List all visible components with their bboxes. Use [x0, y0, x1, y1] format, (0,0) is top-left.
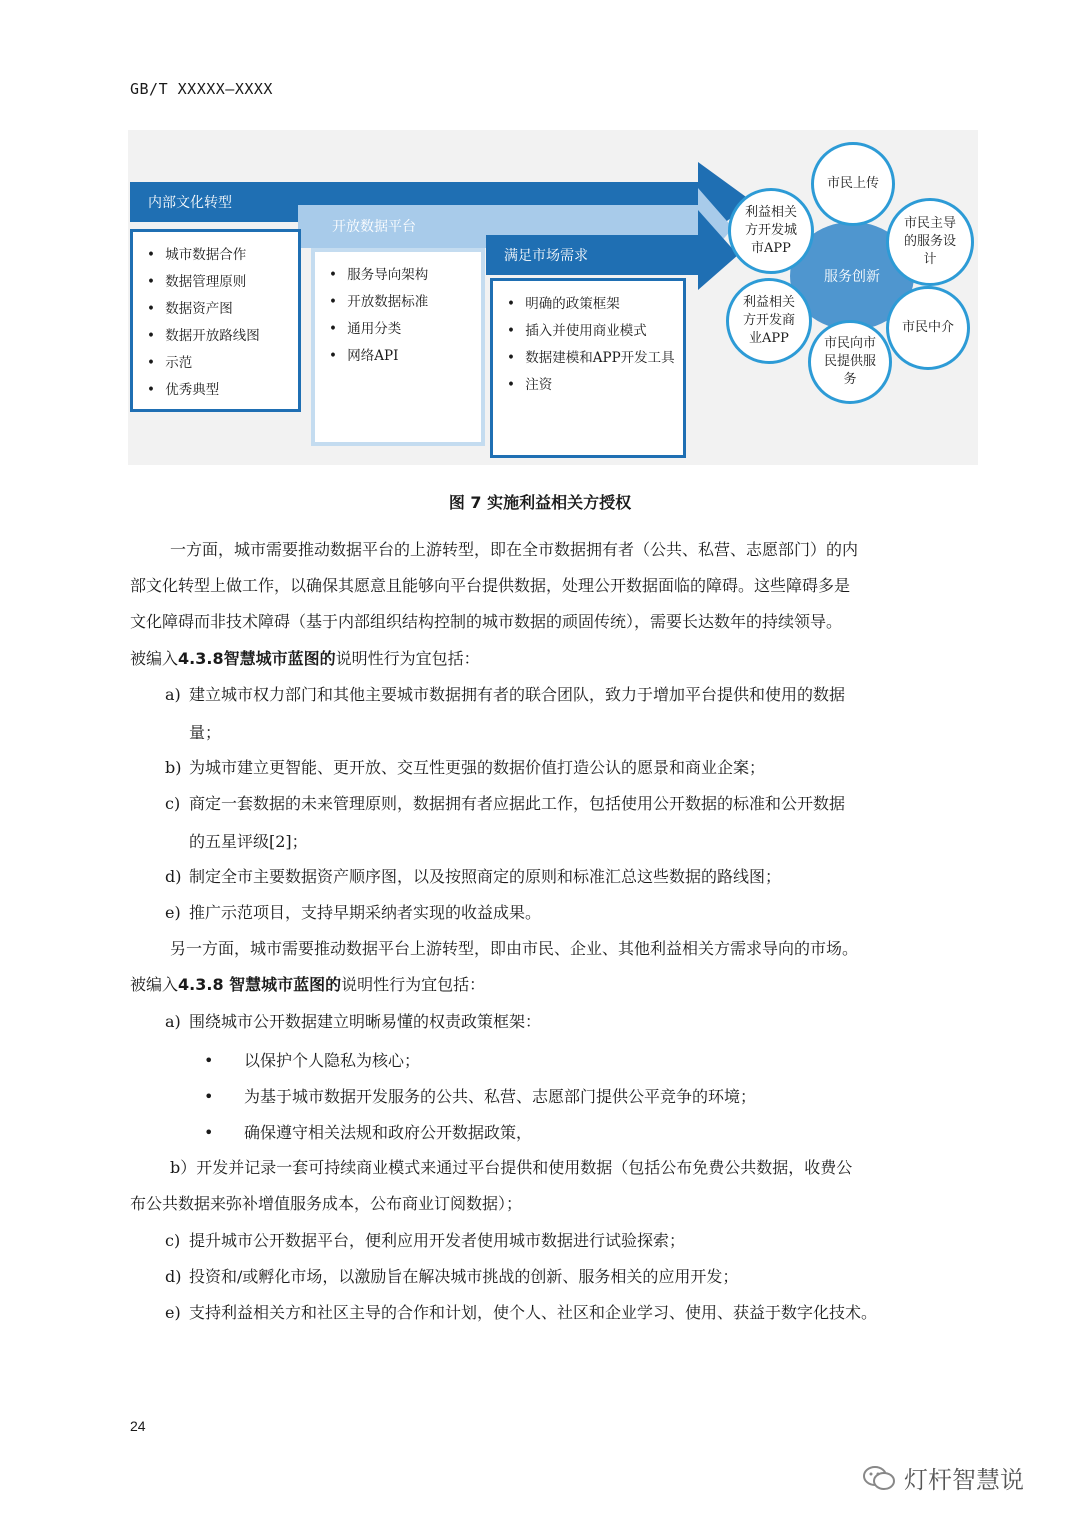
circle-citizen-to-citizen: 市民向市民提供服务: [808, 320, 892, 404]
list-item-d: d) 制定全市主要数据资产顺序图，以及按照商定的原则和标准汇总这些数据的路线图；: [165, 867, 782, 886]
band-internal-culture: 内部文化转型: [148, 195, 232, 211]
circle-citizen-upload: 市民上传: [811, 142, 895, 226]
list-item: • 示范: [147, 350, 298, 377]
band-open-data-platform: 开放数据平台: [332, 219, 416, 235]
list-item-d: d) 投资和/或孵化市场，以激励旨在解决城市挑战的创新、服务相关的应用开发；: [165, 1267, 739, 1286]
list-item-b: b) 为城市建立更智能、更开放、交互性更强的数据价值打造公认的愿景和商业企案；: [165, 758, 766, 777]
list-item: • 通用分类: [329, 316, 481, 343]
list-item: • 网络API: [329, 343, 481, 370]
reference-bold: 4.3.8智慧城市蓝图的: [178, 649, 336, 668]
paragraph-line: [130, 967, 978, 1004]
list-item-c: c) 商定一套数据的未来管理原则，数据拥有者应据此工作，包括使用公开数据的标准和公开数据: [165, 794, 846, 813]
page-number: 24: [130, 1418, 146, 1434]
list-item: • 城市数据合作: [147, 242, 298, 269]
list-item: • 数据资产图: [147, 296, 298, 323]
reference-bold: 4.3.8 智慧城市蓝图的: [178, 975, 342, 994]
text: 说明性行为宜包括：: [341, 975, 486, 994]
list-item: • 服务导向架构: [329, 262, 481, 289]
circle-stakeholder-business-app: 利益相关方开发商业APP: [726, 278, 812, 364]
paragraph-line: b）开发并记录一套可持续商业模式来通过平台提供和使用数据（包括公布免费公共数据，收费公: [170, 1158, 853, 1177]
list-item: • 数据管理原则: [147, 269, 298, 296]
paragraph-line: 布公共数据来弥补增值服务成本，公布商业订阅数据）；: [130, 1194, 523, 1213]
list-item: • 插入并使用商业模式: [507, 318, 683, 345]
band-market-needs: 满足市场需求: [504, 248, 588, 264]
circle-citizen-led-design: 市民主导的服务设计: [886, 198, 974, 286]
center-service-innovation: 服务创新: [790, 222, 914, 330]
chat-bubble-icon: [862, 1464, 896, 1492]
paragraph-line: 文化障碍而非技术障碍（基于内部组织结构控制的城市数据的顽固传统），需要长达数年的持续领导。: [130, 612, 843, 631]
circle-citizen-intermediary: 市民中介: [886, 286, 970, 370]
list-item-c: c) 提升城市公开数据平台，便利应用开发者使用城市数据进行试验探索；: [165, 1231, 686, 1250]
list-item: • 注资: [507, 372, 683, 399]
list-item-a: a) 建立城市权力部门和其他主要城市数据拥有者的联合团队，致力于增加平台提供和使用的数据: [165, 685, 846, 704]
figure-diagram: [128, 130, 978, 465]
bullet-item: • 以保护个人隐私为核心；: [204, 1051, 421, 1070]
list-item: • 明确的政策框架: [507, 291, 683, 318]
document-code: GB/T XXXXX—XXXX: [130, 80, 273, 98]
watermark: [862, 1460, 1024, 1495]
list-item-e: e) 推广示范项目，支持早期采纳者实现的收益成果。: [165, 903, 542, 922]
bullet-item: • 确保遵守相关法规和政府公开数据政策，: [204, 1123, 533, 1142]
list-item-continuation: 量；: [189, 723, 222, 742]
bullet-item: • 为基于城市数据开发服务的公共、私营、志愿部门提供公平竞争的环境；: [204, 1087, 757, 1106]
circle-stakeholder-city-app: 利益相关方开发城市APP: [728, 188, 814, 274]
list-item: • 数据开放路线图: [147, 323, 298, 350]
paragraph-line: 部文化转型上做工作，以确保其愿意且能够向平台提供数据，处理公开数据面临的障碍。这些障碍多是: [130, 576, 851, 595]
list-item-continuation: 的五星评级[2]；: [189, 832, 308, 851]
paragraph-line: 另一方面，城市需要推动数据平台上游转型，即由市民、企业、其他利益相关方需求导向的市场。: [170, 939, 859, 958]
list-item: • 开放数据标准: [329, 289, 481, 316]
list-item-a: a) 围绕城市公开数据建立明晰易懂的权责政策框架：: [165, 1012, 542, 1031]
text: 被编入: [130, 649, 179, 668]
text: 说明性行为宜包括：: [335, 649, 480, 668]
list-item: • 优秀典型: [147, 377, 298, 404]
watermark-text: 灯杆智慧说: [904, 1466, 1024, 1494]
box-market-needs: [490, 278, 686, 458]
list-item-e: e) 支持利益相关方和社区主导的合作和计划，使个人、社区和企业学习、使用、获益于数字化技术。: [165, 1303, 878, 1322]
text: 被编入: [130, 975, 179, 994]
box-internal-culture: [130, 229, 301, 412]
box-open-data-platform: [311, 248, 485, 446]
paragraph-line: [130, 641, 978, 678]
paragraph-line: 一方面，城市需要推动数据平台的上游转型，即在全市数据拥有者（公共、私营、志愿部门）的内: [170, 540, 859, 559]
list-item: • 数据建模和APP开发工具: [507, 345, 683, 372]
figure-caption: 图 7 实施利益相关方授权: [448, 493, 632, 512]
